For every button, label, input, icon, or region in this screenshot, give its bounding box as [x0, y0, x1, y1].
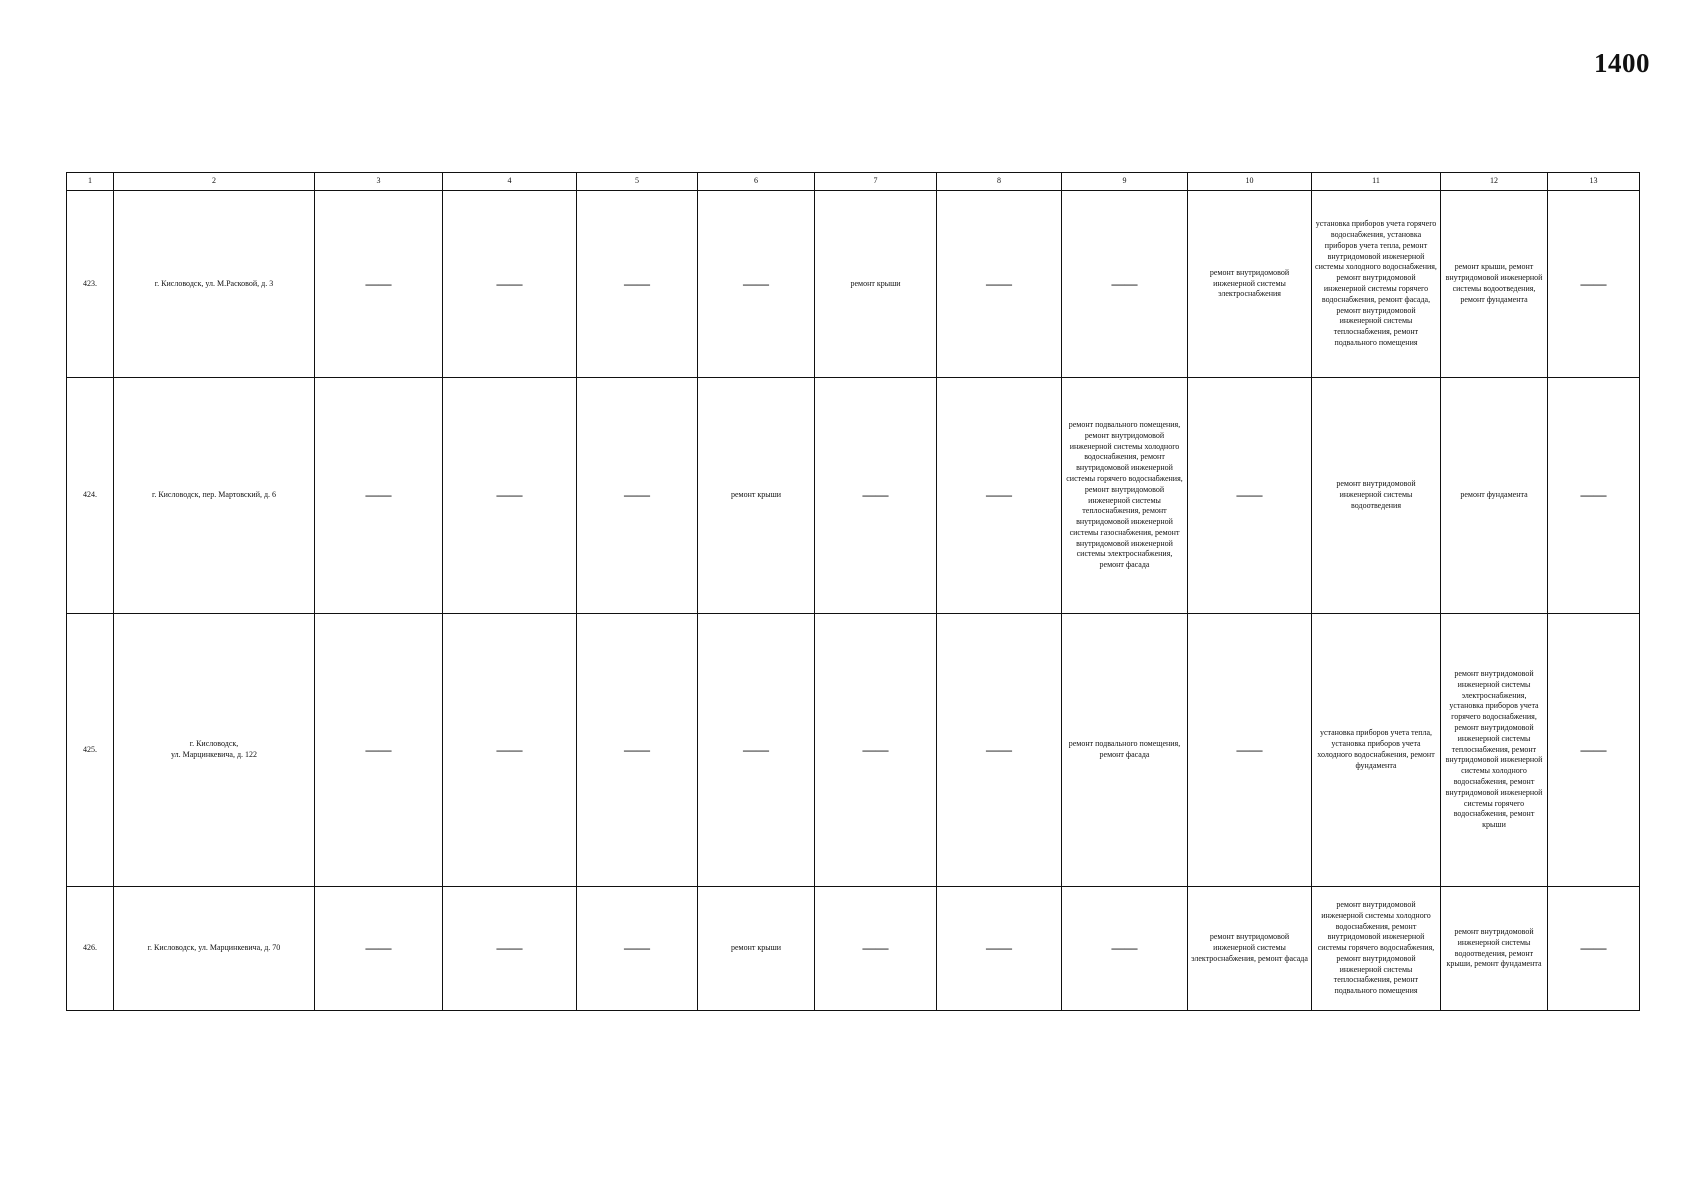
- column-header-5: 5: [577, 173, 698, 191]
- cell-col5: [577, 378, 698, 614]
- row-number: 425.: [67, 614, 114, 887]
- dash-mark: ——: [743, 275, 769, 291]
- cell-col10: ремонт внутридомовой инженерной системы электроснабжения: [1188, 191, 1312, 378]
- column-header-8: 8: [937, 173, 1062, 191]
- cell-col3: [315, 378, 443, 614]
- table-row: [67, 614, 1640, 887]
- dash-mark: ——: [365, 275, 392, 291]
- dash-mark: ——: [862, 487, 889, 503]
- address-line: ул. Марцинкевича, д. 122: [170, 750, 258, 759]
- cell-col5: [577, 614, 698, 887]
- dash-mark: ——: [624, 275, 650, 291]
- dash-mark: ——: [1111, 275, 1138, 291]
- table-row: [67, 378, 1640, 614]
- dash-mark: ——: [496, 487, 523, 503]
- dash-mark: ——: [1580, 741, 1607, 757]
- column-header-3: 3: [315, 173, 443, 191]
- cell-col7: [815, 378, 937, 614]
- address-line: г. Кисловодск,: [189, 739, 239, 749]
- dash-mark: ——: [365, 487, 392, 503]
- dash-mark: ——: [986, 487, 1012, 503]
- cell-col7: ремонт крыши: [815, 191, 937, 378]
- dash-mark: ——: [624, 487, 650, 503]
- table-row: [67, 887, 1640, 1011]
- dash-mark: ——: [986, 741, 1012, 757]
- dash-mark: ——: [1580, 487, 1607, 503]
- dash-mark: ——: [1236, 487, 1263, 503]
- cell-col4: [443, 614, 577, 887]
- column-header-4: 4: [443, 173, 577, 191]
- row-number: 426.: [67, 887, 114, 1011]
- cell-col10: [1188, 614, 1312, 887]
- column-header-6: 6: [698, 173, 815, 191]
- dash-mark: ——: [986, 275, 1012, 291]
- cell-col6: [698, 614, 815, 887]
- column-header-1: 1: [67, 173, 114, 191]
- cell-col8: [937, 614, 1062, 887]
- cell-col3: [315, 887, 443, 1011]
- cell-col6: ремонт крыши: [698, 378, 815, 614]
- dash-mark: ——: [1236, 741, 1263, 757]
- dash-mark: ——: [986, 940, 1012, 956]
- cell-col13: [1548, 887, 1640, 1011]
- dash-mark: ——: [496, 940, 523, 956]
- cell-col12: ремонт фундамента: [1441, 378, 1548, 614]
- column-header-13: 13: [1548, 173, 1640, 191]
- cell-col11: ремонт внутридомовой инженерной системы водоотведения: [1312, 378, 1441, 614]
- cell-col6: ремонт крыши: [698, 887, 815, 1011]
- dash-mark: ——: [624, 940, 650, 956]
- cell-col11: установка приборов учета горячего водоснабжения, установка приборов учета тепла, ремонт внутридомовой инженерной системы холодного водоснабжения, ремонт внутридомовой инженерной системы горячего водоснабжения, ремонт фасада, ремонт внутридомовой инженерной системы теплоснабжения, ремонт подвального помещения: [1312, 191, 1441, 378]
- cell-col12: ремонт внутридомовой инженерной системы водоотведения, ремонт крыши, ремонт фундамента: [1441, 887, 1548, 1011]
- cell-col7: [815, 614, 937, 887]
- dash-mark: ——: [1580, 275, 1607, 291]
- cell-col9: ремонт подвального помещения, ремонт внутридомовой инженерной системы холодного водоснабжения, ремонт внутридомовой инженерной системы горячего водоснабжения, ремонт внутридомовой инженерной системы теплоснабжения, ремонт внутридомовой инженерной системы газоснабжения, ремонт внутридомовой инженерной системы электроснабжения, ремонт фасада: [1062, 378, 1188, 614]
- cell-col6: [698, 191, 815, 378]
- column-header-7: 7: [815, 173, 937, 191]
- dash-mark: ——: [624, 741, 650, 757]
- cell-col5: [577, 191, 698, 378]
- row-number: 423.: [67, 191, 114, 378]
- column-header-12: 12: [1441, 173, 1548, 191]
- column-header-2: 2: [114, 173, 315, 191]
- header-row: [67, 173, 1640, 191]
- cell-col13: [1548, 378, 1640, 614]
- dash-mark: ——: [496, 741, 523, 757]
- address-cell: г. Кисловодск, пер. Мартовский, д. 6: [114, 378, 315, 614]
- cell-col8: [937, 887, 1062, 1011]
- dash-mark: ——: [365, 741, 392, 757]
- column-header-10: 10: [1188, 173, 1312, 191]
- cell-col10: ремонт внутридомовой инженерной системы электроснабжения, ремонт фасада: [1188, 887, 1312, 1011]
- dash-mark: ——: [365, 940, 392, 956]
- dash-mark: ——: [496, 275, 523, 291]
- address-cell: г. Кисловодск, ул. Марцинкевича, д. 70: [114, 887, 315, 1011]
- address-cell: г. Кисловодск, ул. М.Расковой, д. 3: [114, 191, 315, 378]
- cell-col9: ремонт подвального помещения, ремонт фасада: [1062, 614, 1188, 887]
- cell-col4: [443, 887, 577, 1011]
- cell-col9: [1062, 887, 1188, 1011]
- column-header-9: 9: [1062, 173, 1188, 191]
- page-number: 1400: [1594, 48, 1650, 78]
- address-cell: [114, 614, 315, 887]
- dash-mark: ——: [862, 741, 889, 757]
- repair-schedule-table: [66, 172, 1640, 1011]
- cell-col3: [315, 614, 443, 887]
- cell-col12: ремонт крыши, ремонт внутридомовой инженерной системы водоотведения, ремонт фундамента: [1441, 191, 1548, 378]
- cell-col12: ремонт внутридомовой инженерной системы электроснабжения, установка приборов учета горячего водоснабжения, ремонт внутридомовой инженерной системы теплоснабжения, ремонт внутридомовой инженерной системы холодного водоснабжения, ремонт внутридомовой инженерной системы горячего водоснабжения, ремонт крыши: [1441, 614, 1548, 887]
- cell-col8: [937, 378, 1062, 614]
- dash-mark: ——: [862, 940, 889, 956]
- dash-mark: ——: [743, 741, 769, 757]
- cell-col9: [1062, 191, 1188, 378]
- column-header-11: 11: [1312, 173, 1441, 191]
- cell-col11: установка приборов учета тепла, установка приборов учета холодного водоснабжения, ремонт фундамента: [1312, 614, 1441, 887]
- dash-mark: ——: [1111, 940, 1138, 956]
- cell-col7: [815, 887, 937, 1011]
- cell-col10: [1188, 378, 1312, 614]
- cell-col13: [1548, 191, 1640, 378]
- cell-col3: [315, 191, 443, 378]
- cell-col11: ремонт внутридомовой инженерной системы холодного водоснабжения, ремонт внутридомовой инженерной системы горячего водоснабжения, ремонт внутридомовой инженерной системы теплоснабжения, ремонт подвального помещения: [1312, 887, 1441, 1011]
- cell-col5: [577, 887, 698, 1011]
- cell-col4: [443, 378, 577, 614]
- row-number: 424.: [67, 378, 114, 614]
- cell-col8: [937, 191, 1062, 378]
- cell-col4: [443, 191, 577, 378]
- table-row: [67, 191, 1640, 378]
- cell-col13: [1548, 614, 1640, 887]
- dash-mark: ——: [1580, 940, 1607, 956]
